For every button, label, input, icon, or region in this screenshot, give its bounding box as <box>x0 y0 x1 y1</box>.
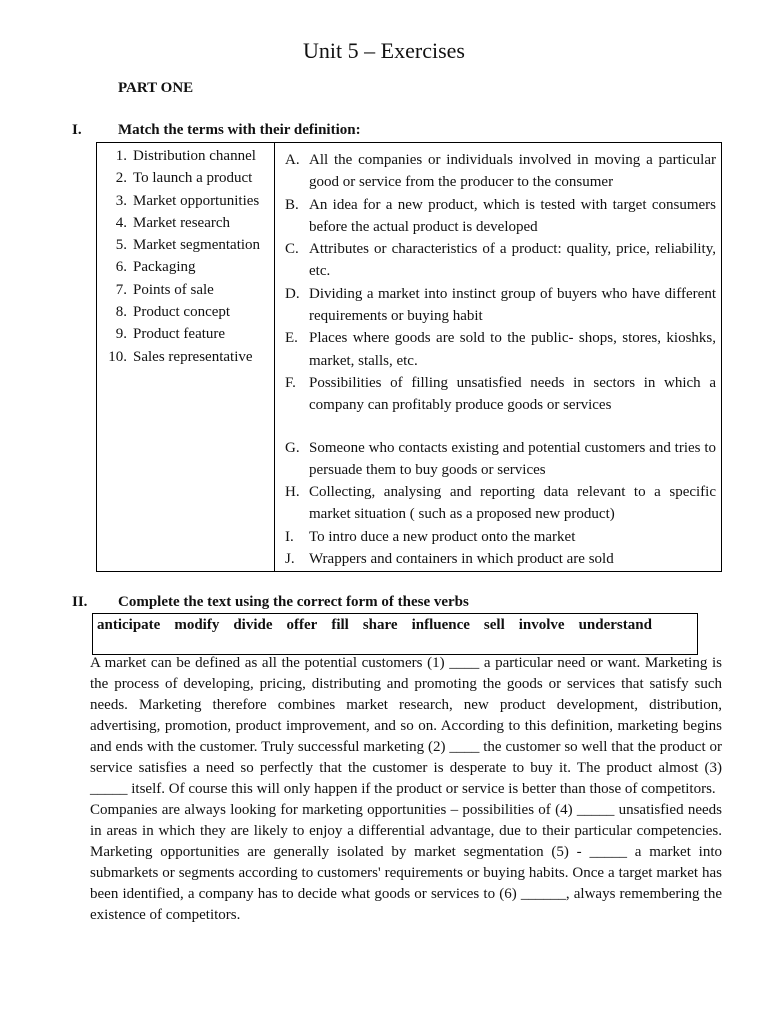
definition-letter: B. <box>285 196 299 213</box>
term-item <box>103 301 274 323</box>
definition-letter: D. <box>285 285 300 302</box>
term-item <box>103 234 274 256</box>
term-text: Product concept <box>133 304 231 321</box>
definition-letter: I. <box>285 528 294 545</box>
term-text: Distribution channel <box>133 148 256 164</box>
term-number: 5. <box>115 237 127 254</box>
verb-item: fill <box>331 617 349 633</box>
definition-letter: C. <box>285 241 299 258</box>
definition-item <box>285 481 716 526</box>
verb-item: sell <box>483 617 505 633</box>
term-number: 10. <box>108 348 127 365</box>
part-heading: PART ONE <box>118 80 194 96</box>
page-title: Unit 5 – Exercises <box>303 38 465 63</box>
definition-item <box>285 283 716 328</box>
definition-letter: E. <box>285 330 298 347</box>
definition-item <box>285 372 716 417</box>
definition-text: Dividing a market into instinct group of buyers who have different requirements or buying habit <box>309 285 716 325</box>
verb-item: offer <box>286 617 318 633</box>
term-text: Product feature <box>133 326 226 343</box>
term-item <box>103 346 274 368</box>
definition-letter: F. <box>285 374 296 391</box>
term-item <box>103 190 274 212</box>
definition-text: An idea for a new product, which is tested with target consumers before the actual product is developed <box>309 196 716 235</box>
section-1-label: I. <box>72 122 82 138</box>
definition-text: To intro duce a new product onto the market <box>309 528 576 545</box>
definition-text: Wrappers and containers in which product are sold <box>309 551 614 568</box>
term-text: Points of sale <box>133 281 214 298</box>
definitions-column <box>275 143 721 571</box>
section-2-title: Complete the text using the correct form of these verbs <box>118 594 469 610</box>
definition-item <box>285 194 716 239</box>
term-item <box>103 212 274 234</box>
definition-letter: G. <box>285 439 300 456</box>
definition-item <box>285 548 716 570</box>
matching-table <box>96 142 722 572</box>
term-text: Packaging <box>133 259 196 276</box>
term-number: 1. <box>115 148 127 164</box>
section-2-label: II. <box>72 594 88 610</box>
term-item <box>103 167 274 189</box>
definition-item <box>285 437 716 482</box>
terms-column <box>97 143 275 571</box>
term-number: 2. <box>115 170 127 187</box>
definition-text: Attributes or characteristics of a product: quality, price, reliability, etc. <box>309 241 716 280</box>
definition-text: Possibilities of filling unsatisfied needs in sectors in which a company can profitably produce goods or services <box>309 374 716 414</box>
term-item <box>103 323 274 345</box>
definition-text: Collecting, analysing and reporting data relevant to a specific market situation ( such as a proposed new product) <box>309 484 716 523</box>
verb-item: share <box>362 617 398 633</box>
verb-item: anticipate <box>97 617 161 633</box>
definition-item <box>285 149 716 194</box>
definition-text: Places where goods are sold to the public- shops, stores, kioshks, market, stalls, etc. <box>309 330 716 369</box>
definition-text: All the companies or individuals involved in moving a particular good or service from the producer to the consumer <box>309 152 716 191</box>
term-item <box>103 256 274 278</box>
section-1-title: Match the terms with their definition: <box>118 122 361 138</box>
verb-item: influence <box>411 617 470 633</box>
definition-letter: H. <box>285 484 300 501</box>
term-number: 4. <box>115 214 127 231</box>
term-number: 7. <box>115 281 127 298</box>
term-number: 3. <box>115 192 127 209</box>
term-number: 9. <box>115 326 127 343</box>
definition-item <box>285 526 716 548</box>
term-text: Sales representative <box>133 348 253 365</box>
term-number: 8. <box>115 304 127 321</box>
term-item <box>103 279 274 301</box>
verb-item: divide <box>233 617 273 633</box>
definition-letter: A. <box>285 152 300 168</box>
term-text: Market opportunities <box>133 192 260 209</box>
term-number: 6. <box>115 259 127 276</box>
definition-item <box>285 327 716 372</box>
passage-paragraph: A market can be defined as all the potential customers (1) ____ a particular need or want. Marketing is the process of developing, pricing, distributing and promoting the goods or services that satisfy such needs. Marketing therefore combines market research, new product development, distribution, advertising, promotion, product improvement, and so on. According to this definition, marketing begins and ends with the customer. Truly successful marketing (2) ____ the customer so well that the product or service satisfies a need so perfectly that the customer is desperate to buy it. The product almost (3) _____ itself. Of course this will only happen if the product or service is better than those of competitors. <box>90 655 722 797</box>
verb-item: involve <box>518 617 565 633</box>
term-item <box>103 145 274 167</box>
passage-text <box>90 653 722 926</box>
term-text: Market segmentation <box>133 237 261 254</box>
verb-item: modify <box>174 617 220 633</box>
verb-item: understand <box>578 617 652 633</box>
term-text: To launch a product <box>133 170 253 187</box>
definition-text: Someone who contacts existing and potential customers and tries to persuade them to buy goods or services <box>309 439 716 478</box>
term-text: Market research <box>133 214 231 231</box>
definition-letter: J. <box>285 551 295 568</box>
verb-box <box>92 613 698 655</box>
definition-item <box>285 238 716 283</box>
passage-paragraph: Companies are always looking for marketing opportunities – possibilities of (4) _____ unsatisfied needs in areas in which they are likely to enjoy a differential advantage, due to their particular competencies. Marketing opportunities are generally isolated by market segmentation (5) - _____ a market into submarkets or segments according to customers' requirements or buying habits. Once a target market has been identified, a company has to decide what goods or services to (6) ______, always remembering the existence of competitors. <box>90 802 722 923</box>
